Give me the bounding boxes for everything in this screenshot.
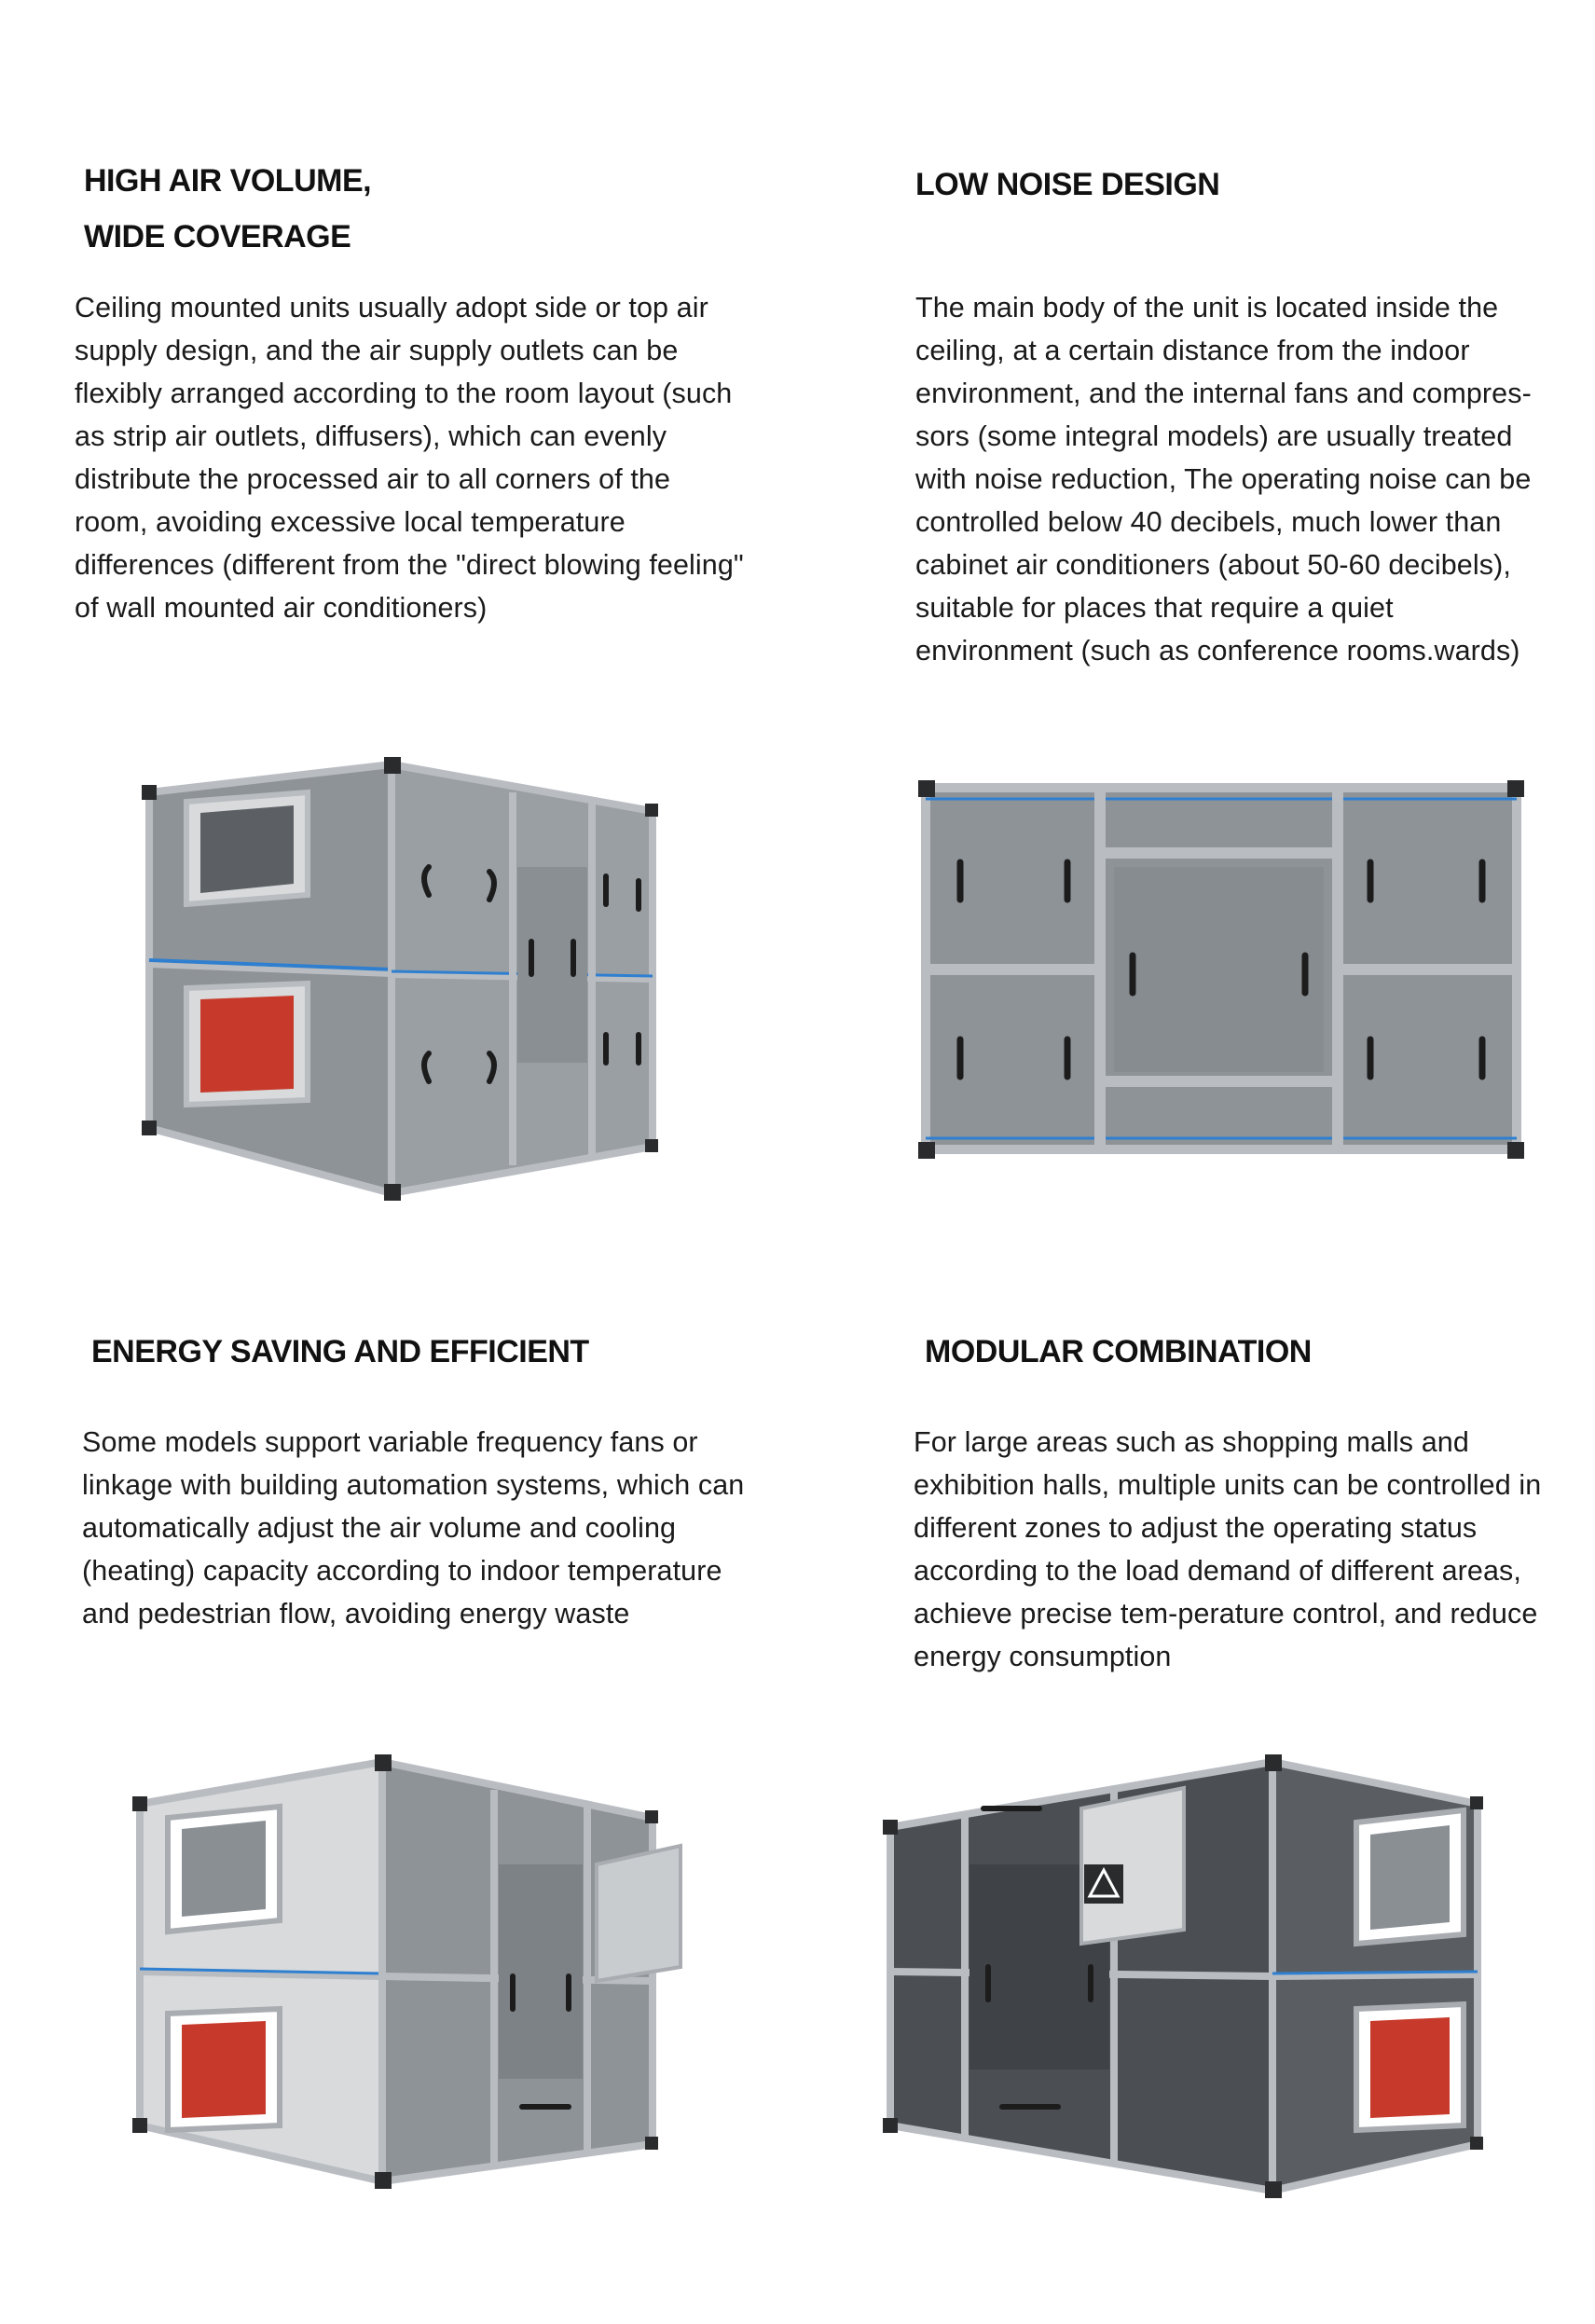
section-body-modular: For large areas such as shopping malls and exhibition halls, multiple units can be controlled in different zones to adjust the operating status according to the load demand of different areas, achieve precise tem-perature control, and reduce energy consumption [914, 1426, 1542, 1672]
title-line: HIGH AIR VOLUME, [84, 163, 372, 199]
section-body-high-air-volume: Ceiling mounted units usually adopt side or top air supply design, and the air supply outlets can be flexibly arranged according to the room layout (such as strip air outlets, diffusers), which can evenly distribute the processed air to all corners of the room, avoiding excessive local temperature differences (different from the "direct blowing feeling" of wall mounted air conditioners) [75, 292, 744, 624]
title-line: WIDE COVERAGE [84, 219, 351, 254]
section-title-low-noise [915, 157, 1219, 213]
air-handling-unit-front-gray-icon [918, 778, 1524, 1161]
title-line: LOW NOISE DESIGN [915, 167, 1220, 202]
air-handling-unit-angled-gray-icon [140, 755, 662, 1203]
air-handling-unit-angled-light-icon [131, 1753, 690, 2191]
title-line: MODULAR COMBINATION [925, 1334, 1312, 1369]
section-title-modular [925, 1324, 1312, 1380]
section-body-energy-saving: Some models support variable frequency fans or linkage with building automation systems, which can automatically adjust the air volume and cooling (heating) capacity according to indoor temperature and pedestrian flow, avoiding energy waste [82, 1426, 745, 1630]
section-title-high-air-volume [84, 153, 371, 265]
air-handling-unit-angled-dark-icon [881, 1753, 1487, 2200]
section-title-energy-saving [91, 1324, 589, 1380]
title-line: ENERGY SAVING AND EFFICIENT [91, 1334, 589, 1369]
section-body-low-noise: The main body of the unit is located inside the ceiling, at a certain distance from the indoor environment, and the internal fans and compres-sors (some integral models) are usually treated with noise reduction, The operating noise can be controlled below 40 decibels, much lower than cabinet air conditioners (about 50-60 decibels), suitable for places that require a quiet environment (such as conference rooms.wards) [915, 292, 1532, 667]
